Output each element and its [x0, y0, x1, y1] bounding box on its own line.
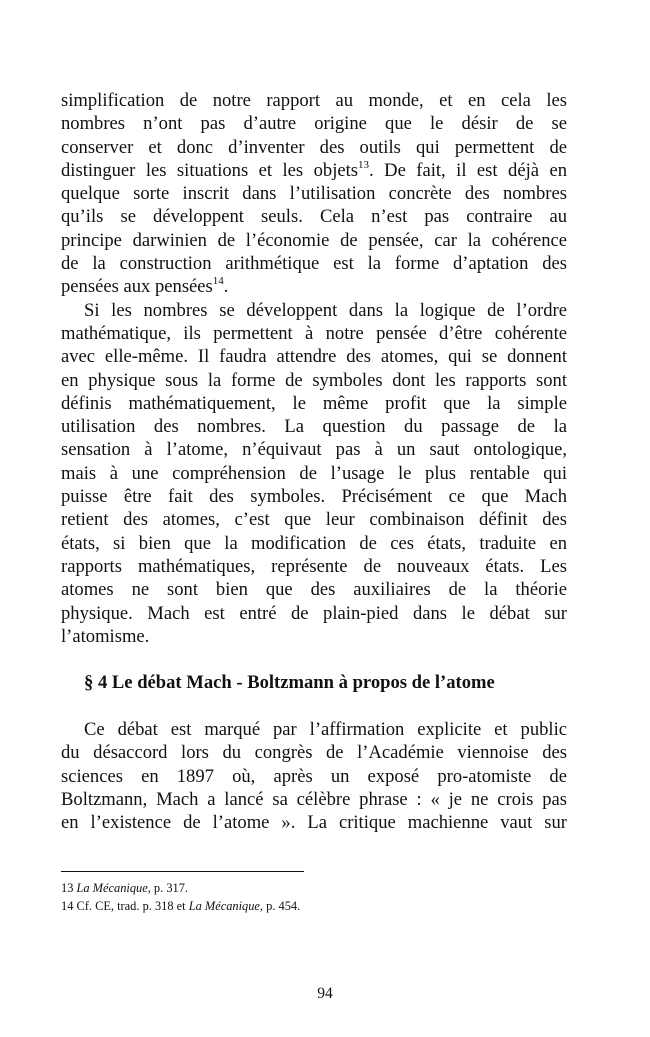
text-line	[61, 765, 567, 788]
footnotes	[61, 879, 300, 915]
line-text: principe darwinien de l’économie de pensée, car la cohérence	[61, 229, 567, 251]
text-line	[61, 299, 567, 322]
line-text: mathématique, ils permettent à notre pensée d’être cohérente	[61, 322, 567, 344]
line-text: mais à une compréhension de l’usage le plus rentable qui	[61, 462, 567, 484]
text-line	[61, 438, 567, 461]
text-line	[61, 788, 567, 811]
line-text: qu’ils se développent seuls. Cela n’est pas contraire au	[61, 206, 567, 228]
line-text: Boltzmann, Mach a lancé sa célèbre phrase : « je ne crois pas	[61, 788, 567, 810]
footnote-13	[61, 879, 300, 897]
line-text: l’atomisme.	[61, 625, 150, 647]
line-text: du désaccord lors du congrès de l’Académie viennoise des	[61, 742, 567, 764]
line-text: Si les nombres se développent dans la logique de l’ordre	[84, 299, 567, 321]
line-text: en l’existence de l’atome ». La critique machienne vaut sur	[61, 812, 567, 834]
footnote-ref: 13	[358, 158, 370, 171]
text-line	[61, 345, 567, 368]
line-text: utilisation des nombres. La question du passage de la	[61, 416, 567, 438]
footnote-pre: Cf. CE, trad. p. 318 et	[76, 899, 189, 913]
page-number: 94	[317, 985, 333, 1002]
footnote-ref: 14	[212, 275, 224, 288]
text-line	[61, 532, 567, 555]
paragraph-block-2	[61, 718, 567, 834]
line-text: quelque sorte inscrit dans l’utilisation concrète des nombres	[61, 183, 567, 205]
footnote-title: La Mécanique	[76, 881, 148, 895]
footnote-rule	[61, 871, 304, 872]
line-text: états, si bien que la modification de ces états, traduite en	[61, 532, 567, 554]
line-text-tail: .	[223, 276, 229, 298]
text-line	[61, 508, 567, 531]
line-text: conserver et donc d’inventer des outils qui permettent de	[61, 136, 567, 158]
text-line	[61, 229, 567, 252]
text-line	[61, 136, 567, 159]
line-text: puisse être fait des symboles. Précisément ce que Mach	[61, 486, 567, 508]
line-text: physique. Mach est entré de plain-pied dans le débat sur	[61, 602, 567, 624]
section-heading: § 4 Le débat Mach - Boltzmann à propos de l’atome	[84, 672, 495, 694]
text-line	[61, 811, 567, 834]
text-line	[61, 159, 567, 182]
page-body	[61, 89, 567, 835]
text-line	[61, 555, 567, 578]
text-line	[61, 415, 567, 438]
line-text: simplification de notre rapport au monde, et en cela les	[61, 90, 567, 111]
footnote-rest: , p. 317.	[147, 881, 189, 895]
line-text: sensation à l’atome, n’équivaut pas à un saut ontologique,	[61, 439, 567, 461]
line-text: atomes ne sont bien que des auxiliaires de la théorie	[61, 579, 567, 601]
line-text: définis mathématiquement, le même profit que la simple	[61, 392, 567, 414]
text-line	[61, 369, 567, 392]
line-text: retient des atomes, c’est que leur combinaison définit des	[61, 509, 567, 531]
footnote-title: La Mécanique	[188, 899, 260, 913]
footnote-14	[61, 897, 300, 915]
footnote-number: 14	[61, 899, 74, 913]
footnote-rest: , p. 454.	[259, 899, 301, 913]
text-line	[61, 112, 567, 135]
line-text: en physique sous la forme de symboles dont les rapports sont	[61, 369, 567, 391]
spacer	[61, 648, 567, 671]
text-line	[61, 275, 567, 298]
footnote-number: 13	[61, 881, 74, 895]
text-line	[61, 485, 567, 508]
line-text: de la construction arithmétique est la forme d’aptation des	[61, 253, 567, 275]
text-line	[61, 462, 567, 485]
line-text: nombres n’ont pas d’autre origine que le désir de se	[61, 113, 567, 135]
line-text: Ce débat est marqué par l’affirmation explicite et public	[84, 719, 567, 741]
paragraph-block-1	[61, 89, 567, 648]
text-line	[61, 205, 567, 228]
line-text: rapports mathématiques, représente de nouveaux états. Les	[61, 555, 567, 577]
spacer	[61, 695, 567, 718]
text-line	[61, 252, 567, 275]
line-text: pensées aux pensées	[61, 276, 213, 298]
line-text: sciences en 1897 où, après un exposé pro-atomiste de	[61, 765, 567, 787]
line-text-tail: . De fait, il est déjà en	[369, 159, 568, 181]
text-line	[61, 182, 567, 205]
text-line	[61, 718, 567, 741]
text-line	[61, 322, 567, 345]
text-line	[61, 741, 567, 764]
text-line	[61, 89, 567, 112]
text-line	[61, 602, 567, 625]
text-line	[61, 578, 567, 601]
text-line	[61, 392, 567, 415]
line-text: avec elle-même. Il faudra attendre des atomes, qui se donnent	[61, 346, 567, 368]
line-text: distinguer les situations et les objets	[61, 159, 359, 181]
text-line	[61, 625, 567, 648]
